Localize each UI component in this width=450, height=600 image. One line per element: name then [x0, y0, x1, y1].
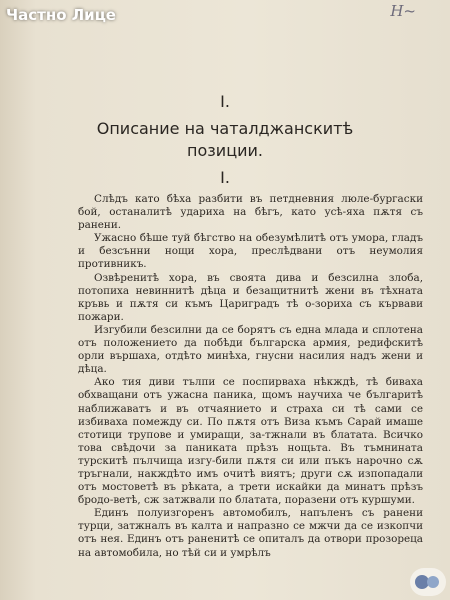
section-numeral: I.	[220, 168, 230, 187]
chapter-title	[0, 118, 450, 162]
paragraph: Озвѣренитѣ хора, въ своята дива и безсилна злоба, потопиха невиннитѣ дѣца и безащитнитѣ жени въ тѣхната кръвь и пѫтя си къмъ Цариградъ тѣ о-зориха съ кървави пожари.	[78, 271, 423, 323]
chapter-title-line-2: позиции.	[187, 141, 263, 160]
paragraph: Ако тия диви тълпи се поспирваха нѣкждѣ, тѣ биваха обхващани отъ ужасна паника, щомъ научиха че българитѣ наближаватъ и въ отчаянието и страха си тѣ сами се избиваха помежду си. По пѫтя отъ Виза къмъ Сарай имаше стотици трупове и умиращи, за-тжнали въ блатата. Всичко това свѣдочи за паниката прѣзъ нощьта. Въ тъмнината турскитѣ пълчища изгу-били пѫтя си или пъкъ нарочно сѫ тръгнали, накждѣто имъ очитѣ виятъ; други сѫ изпопадали отъ мостоветѣ въ рѣката, а трети искайки да минатъ прѣзъ бродо-ветѣ, сж затжвали по блатата, поразени отъ куршуми.	[78, 376, 423, 507]
paragraph: Ужасно бѣше туй бѣгство на обезумѣлитѣ отъ умора, гладъ и безсънни нощи хора, преслѣдвани отъ неумолия противникъ.	[78, 232, 423, 271]
chapter-title-line-1: Описание на чаталджанскитѣ	[96, 119, 354, 138]
paragraph: Изгубили безсилни да се борятъ съ една млада и сплотена отъ положението да побѣди българска армия, редифскитѣ орли вършаха, отдѣто минѣха, гнусни насилия надъ жени и дѣца.	[78, 323, 423, 376]
paragraph: Единъ полуизгоренъ автомобилъ, напъленъ съ ранени турци, затжналъ въ калта и напразно се мжчи да се изкопчи отъ нея. Единъ отъ раненитѣ се опиталъ да отвори прозореца на автомобила, но тѣй си и умрѣлъ	[78, 507, 423, 559]
seller-watermark: Частно Лице	[6, 6, 116, 24]
handwritten-corner-mark: H~	[390, 2, 416, 20]
paragraph: Слѣдъ като бѣха разбити въ петдневния люле-бургаски бой, останалитѣ удариха на бѣгъ, като усѣ-яха пѫтя съ ранени.	[78, 193, 423, 232]
chapter-numeral: I.	[220, 92, 230, 111]
body-text	[78, 193, 423, 560]
seller-logo-icon	[410, 568, 446, 596]
